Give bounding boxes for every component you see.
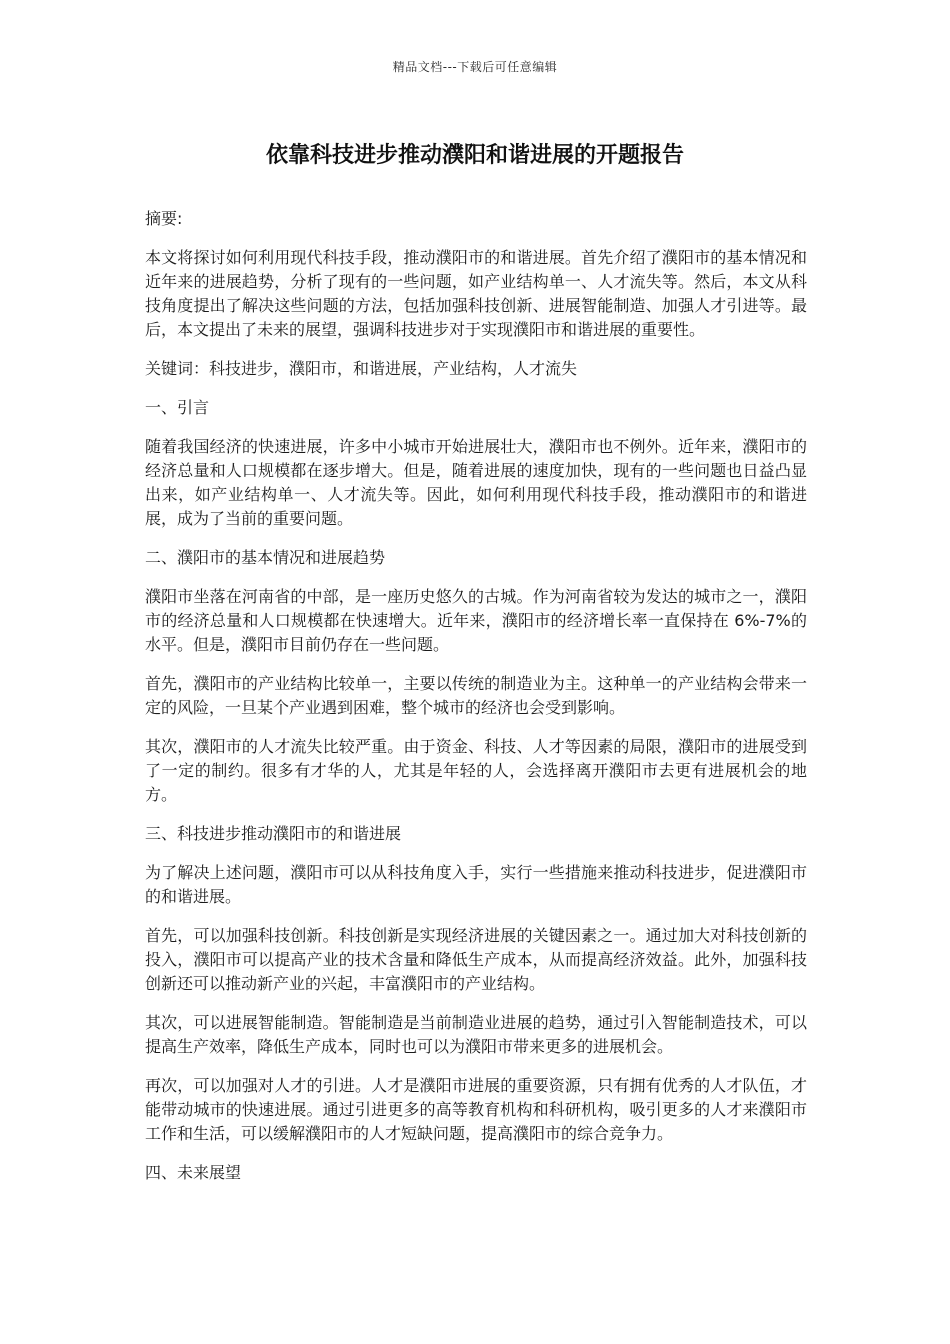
section-heading-basics: 二、濮阳市的基本情况和进展趋势 [145, 548, 386, 567]
tech-paragraph: 首先，可以加强科技创新。科技创新是实现经济进展的关键因素之一。通过加大对科技创新的投入，濮阳市可以提高产业的技术含量和降低生产成本，从而提高经济效益。此外，加强科技创新还可以推动新产业的兴起，丰富濮阳市的产业结构。 [145, 926, 807, 993]
basics-paragraph: 首先，濮阳市的产业结构比较单一，主要以传统的制造业为主。这种单一的产业结构会带来一定的风险，一旦某个产业遇到困难，整个城市的经济也会受到影响。 [145, 674, 807, 717]
section-heading-outlook: 四、未来展望 [145, 1163, 242, 1182]
basics-paragraph: 濮阳市坐落在河南省的中部，是一座历史悠久的古城。作为河南省较为发达的城市之一，濮阳市的经济总量和人口规模都在快速增大。近年来，濮阳市的经济增长率一直保持在 6%-7%的水平。但是，濮阳市目前仍存在一些问题。 [145, 587, 807, 654]
tech-paragraph: 再次，可以加强对人才的引进。人才是濮阳市进展的重要资源，只有拥有优秀的人才队伍，才能带动城市的快速进展。通过引进更多的高等教育机构和科研机构，吸引更多的人才来濮阳市工作和生活，可以缓解濮阳市的人才短缺问题，提高濮阳市的综合竞争力。 [145, 1076, 807, 1143]
section-heading-intro: 一、引言 [145, 398, 210, 417]
abstract-text: 本文将探讨如何利用现代科技手段，推动濮阳市的和谐进展。首先介绍了濮阳市的基本情况和近年来的进展趋势，分析了现有的一些问题，如产业结构单一、人才流失等。然后，本文从科技角度提出了解决这些问题的方法，包括加强科技创新、进展智能制造、加强人才引进等。最后，本文提出了未来的展望，强调科技进步对于实现濮阳市和谐进展的重要性。 [145, 248, 807, 339]
document-body [145, 207, 807, 1200]
intro-paragraph: 随着我国经济的快速进展，许多中小城市开始进展壮大，濮阳市也不例外。近年来，濮阳市的经济总量和人口规模都在逐步增大。但是，随着进展的速度加快，现有的一些问题也日益凸显出来，如产业结构单一、人才流失等。因此，如何利用现代科技手段，推动濮阳市的和谐进展，成为了当前的重要问题。 [145, 437, 807, 528]
basics-paragraph: 其次，濮阳市的人才流失比较严重。由于资金、科技、人才等因素的局限，濮阳市的进展受到了一定的制约。很多有才华的人，尤其是年轻的人，会选择离开濮阳市去更有进展机会的地方。 [145, 737, 807, 804]
header-note: 精品文档---下载后可任意编辑 [392, 60, 558, 74]
document-title: 依靠科技进步推动濮阳和谐进展的开题报告 [265, 143, 684, 168]
section-heading-tech: 三、科技进步推动濮阳市的和谐进展 [145, 824, 402, 843]
keywords-line: 关键词：科技进步，濮阳市，和谐进展，产业结构，人才流失 [145, 359, 578, 378]
tech-paragraph: 其次，可以进展智能制造。智能制造是当前制造业进展的趋势，通过引入智能制造技术，可以提高生产效率，降低生产成本，同时也可以为濮阳市带来更多的进展机会。 [145, 1013, 807, 1056]
abstract-label: 摘要: [145, 209, 183, 228]
tech-paragraph: 为了解决上述问题，濮阳市可以从科技角度入手，实行一些措施来推动科技进步，促进濮阳市的和谐进展。 [145, 863, 807, 906]
